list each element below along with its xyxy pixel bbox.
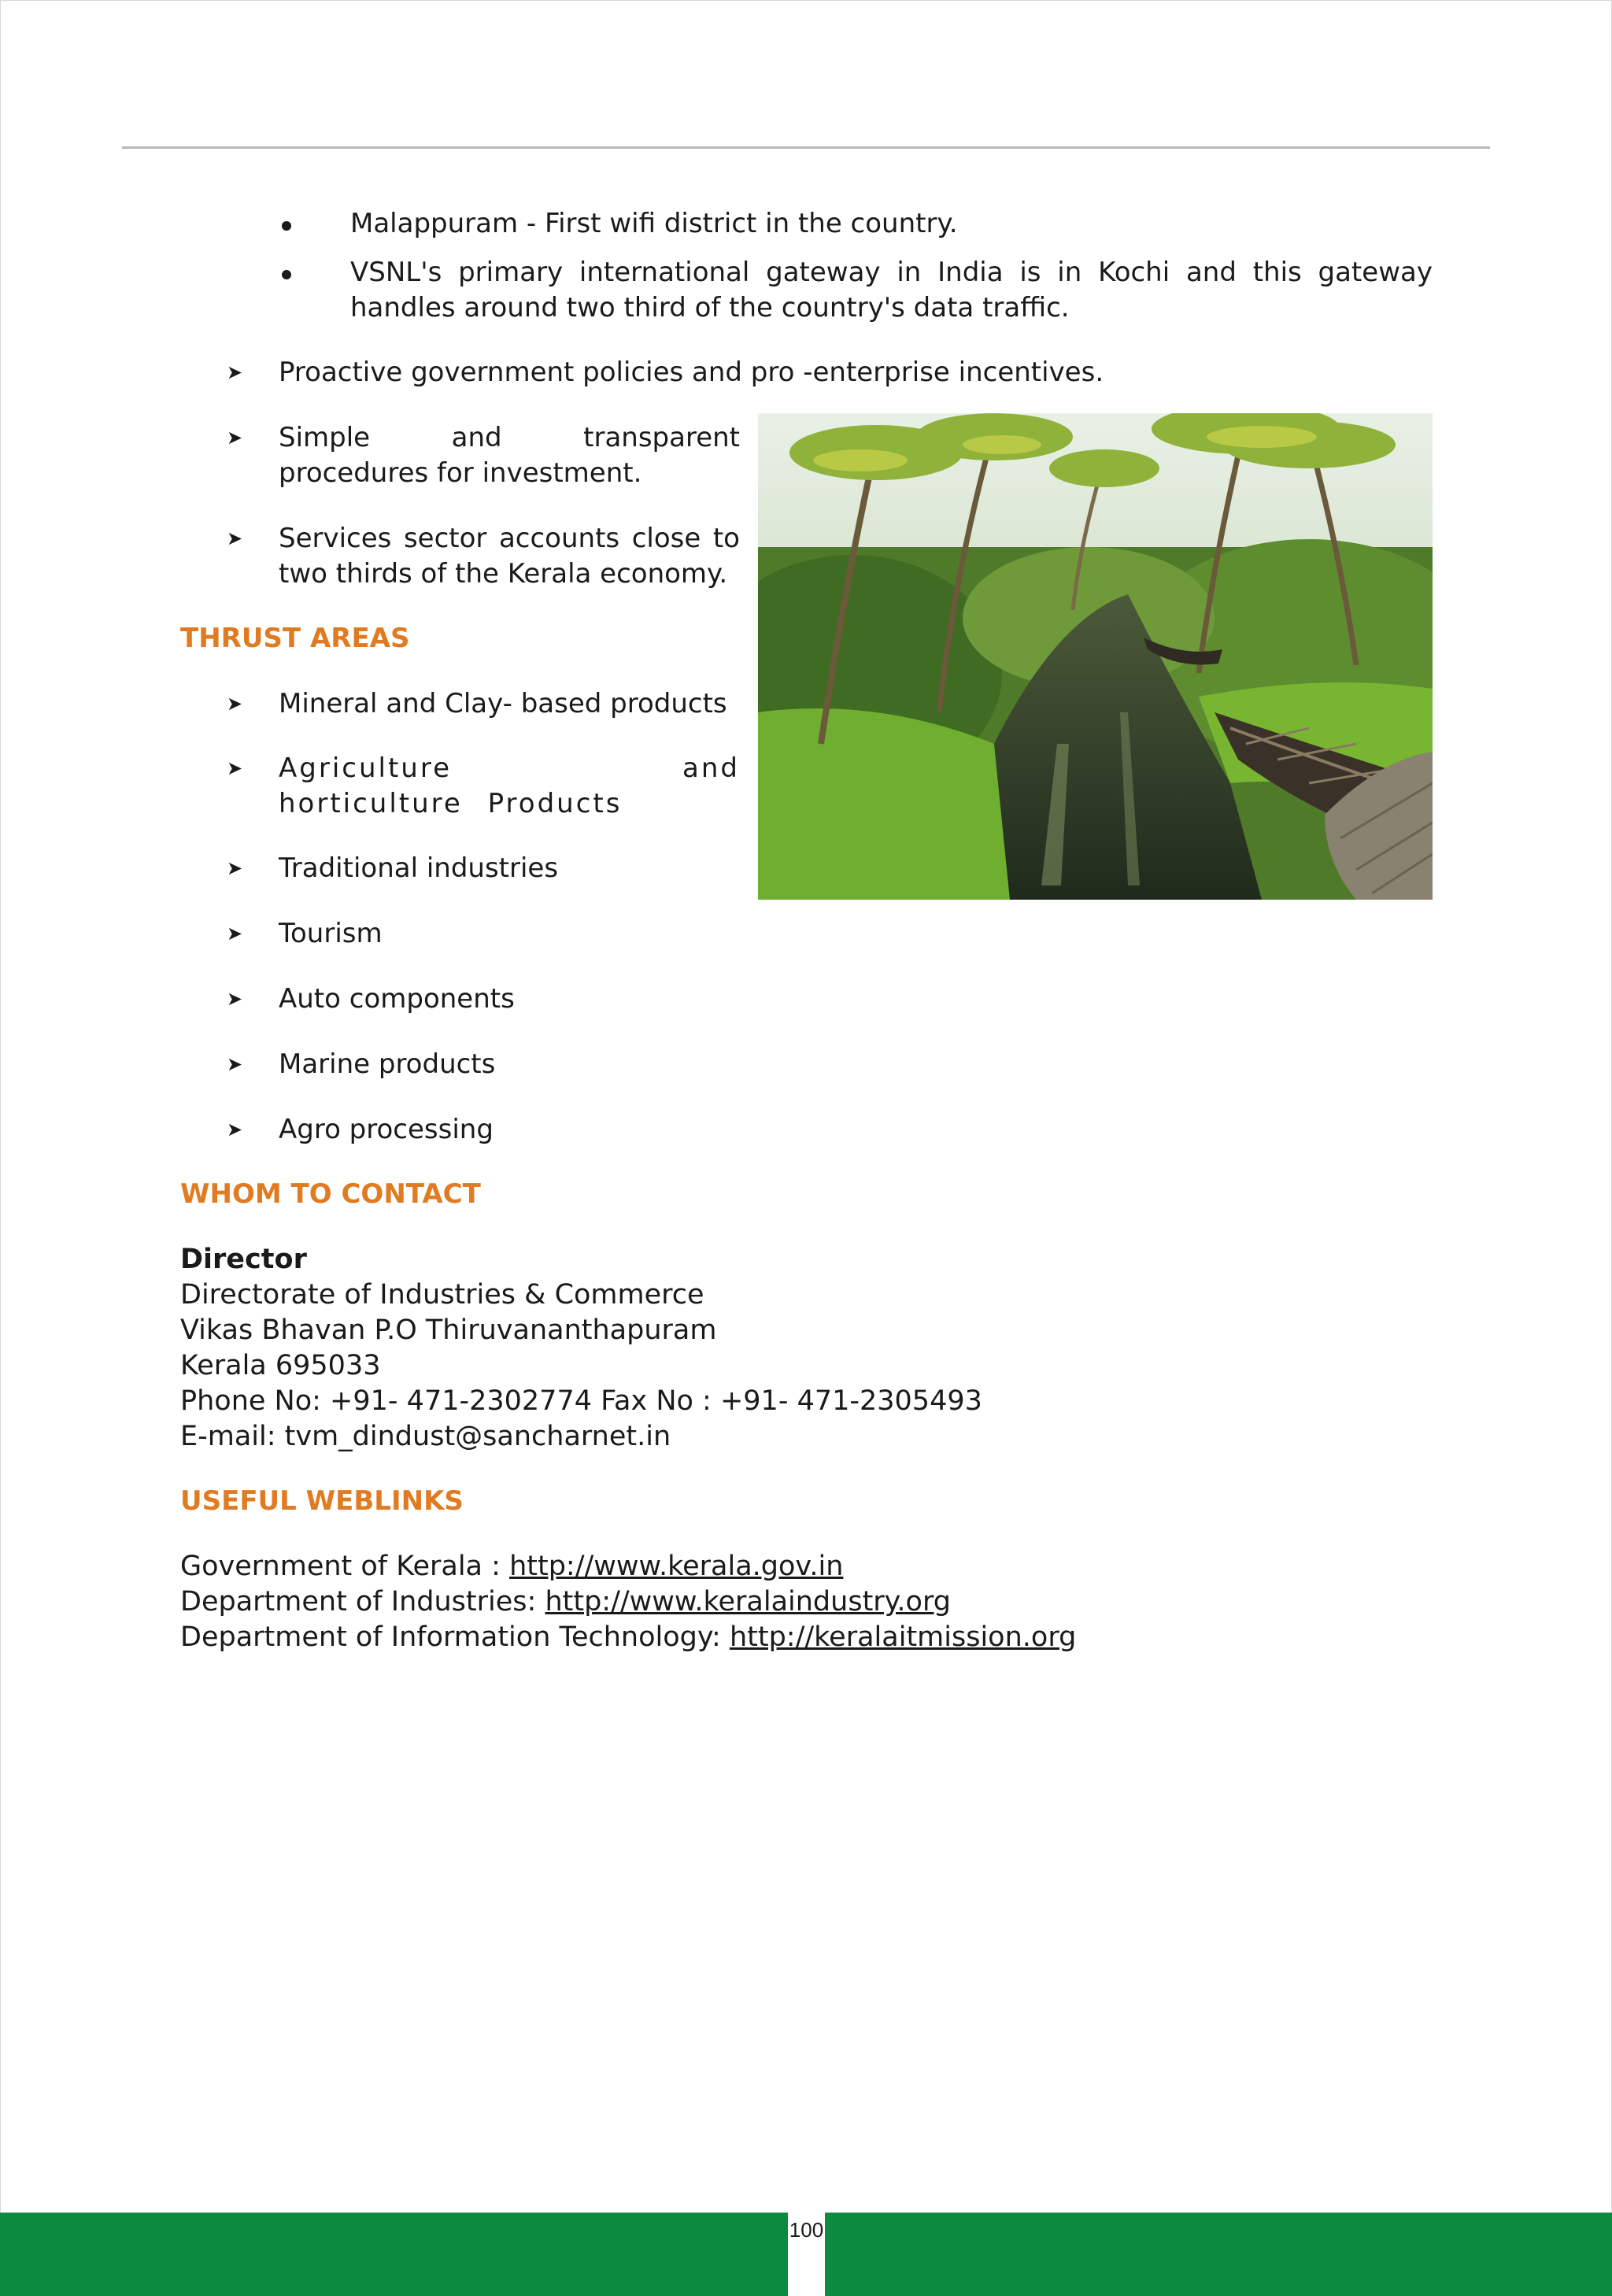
weblink-row xyxy=(180,1584,1440,1620)
weblink-kerala-industry[interactable]: http://www.keralaindustry.org xyxy=(545,1586,951,1618)
thrust-item: Agro processing xyxy=(279,1114,494,1145)
contact-line-email: E-mail: tvm_dindust@sancharnet.in xyxy=(180,1421,671,1452)
weblinks-block xyxy=(180,1549,1440,1655)
contact-line-pincode: Kerala 695033 xyxy=(180,1350,381,1381)
intro-bullet-2: VSNL's primary international gateway in India is in Kochi and this gateway handles around two third of the country's data traffic. xyxy=(350,257,1433,324)
weblink-row xyxy=(180,1620,1440,1655)
advantage-item-3: Services sector accounts close to two thirds of the Kerala economy. xyxy=(279,523,740,590)
intro-bullet-1: Malappuram - First wifi district in the country. xyxy=(350,208,958,239)
thrust-item: Auto components xyxy=(279,983,515,1015)
contact-line-address: Vikas Bhavan P.O Thiruvananthapuram xyxy=(180,1314,717,1346)
weblinks-heading: USEFUL WEBLINKS xyxy=(180,1485,464,1517)
contact-line-phone: Phone No: +91- 471-2302774 Fax No : +91- 471-2305493 xyxy=(180,1385,982,1417)
arrow-bullet-icon: ➤ xyxy=(227,857,243,879)
contact-block xyxy=(180,1242,1440,1455)
arrow-bullet-icon: ➤ xyxy=(227,988,243,1010)
thrust-item: Marine products xyxy=(279,1048,496,1080)
contact-line-directorate: Directorate of Industries & Commerce xyxy=(180,1279,704,1311)
weblink-kerala-it-mission[interactable]: http://keralaitmission.org xyxy=(729,1621,1077,1653)
contact-heading: WHOM TO CONTACT xyxy=(180,1178,481,1210)
weblink-kerala-gov[interactable]: http://www.kerala.gov.in xyxy=(509,1551,844,1582)
weblink-row xyxy=(180,1549,1440,1584)
weblink-label: Department of Information Technology: xyxy=(180,1621,730,1653)
arrow-bullet-icon: ➤ xyxy=(227,427,243,449)
arrow-bullet-icon: ➤ xyxy=(227,757,243,779)
thrust-item: Agriculture and horticulture Products xyxy=(279,752,740,819)
weblink-label: Government of Kerala : xyxy=(180,1551,510,1582)
arrow-bullet-icon: ➤ xyxy=(227,1118,243,1141)
arrow-bullet-icon: ➤ xyxy=(227,693,243,715)
weblink-label: Department of Industries: xyxy=(180,1586,545,1618)
arrow-bullet-icon: ➤ xyxy=(227,922,243,945)
thrust-item: Tourism xyxy=(279,918,383,949)
contact-title: Director xyxy=(180,1244,307,1275)
page-number: 100 xyxy=(789,2218,824,2242)
arrow-bullet-icon: ➤ xyxy=(227,361,243,383)
backwaters-photo xyxy=(758,413,1433,900)
bullet-dot xyxy=(282,270,291,279)
thrust-areas-heading: THRUST AREAS xyxy=(180,623,410,654)
thrust-item: Mineral and Clay- based products xyxy=(279,688,727,719)
bullet-dot xyxy=(282,221,291,231)
advantage-item-2: Simple and transparent procedures for investment. xyxy=(279,422,740,489)
top-divider xyxy=(122,146,1490,149)
thrust-item: Traditional industries xyxy=(279,852,559,884)
arrow-bullet-icon: ➤ xyxy=(227,1053,243,1075)
advantage-item-1: Proactive government policies and pro -enterprise incentives. xyxy=(279,357,1104,388)
arrow-bullet-icon: ➤ xyxy=(227,527,243,549)
